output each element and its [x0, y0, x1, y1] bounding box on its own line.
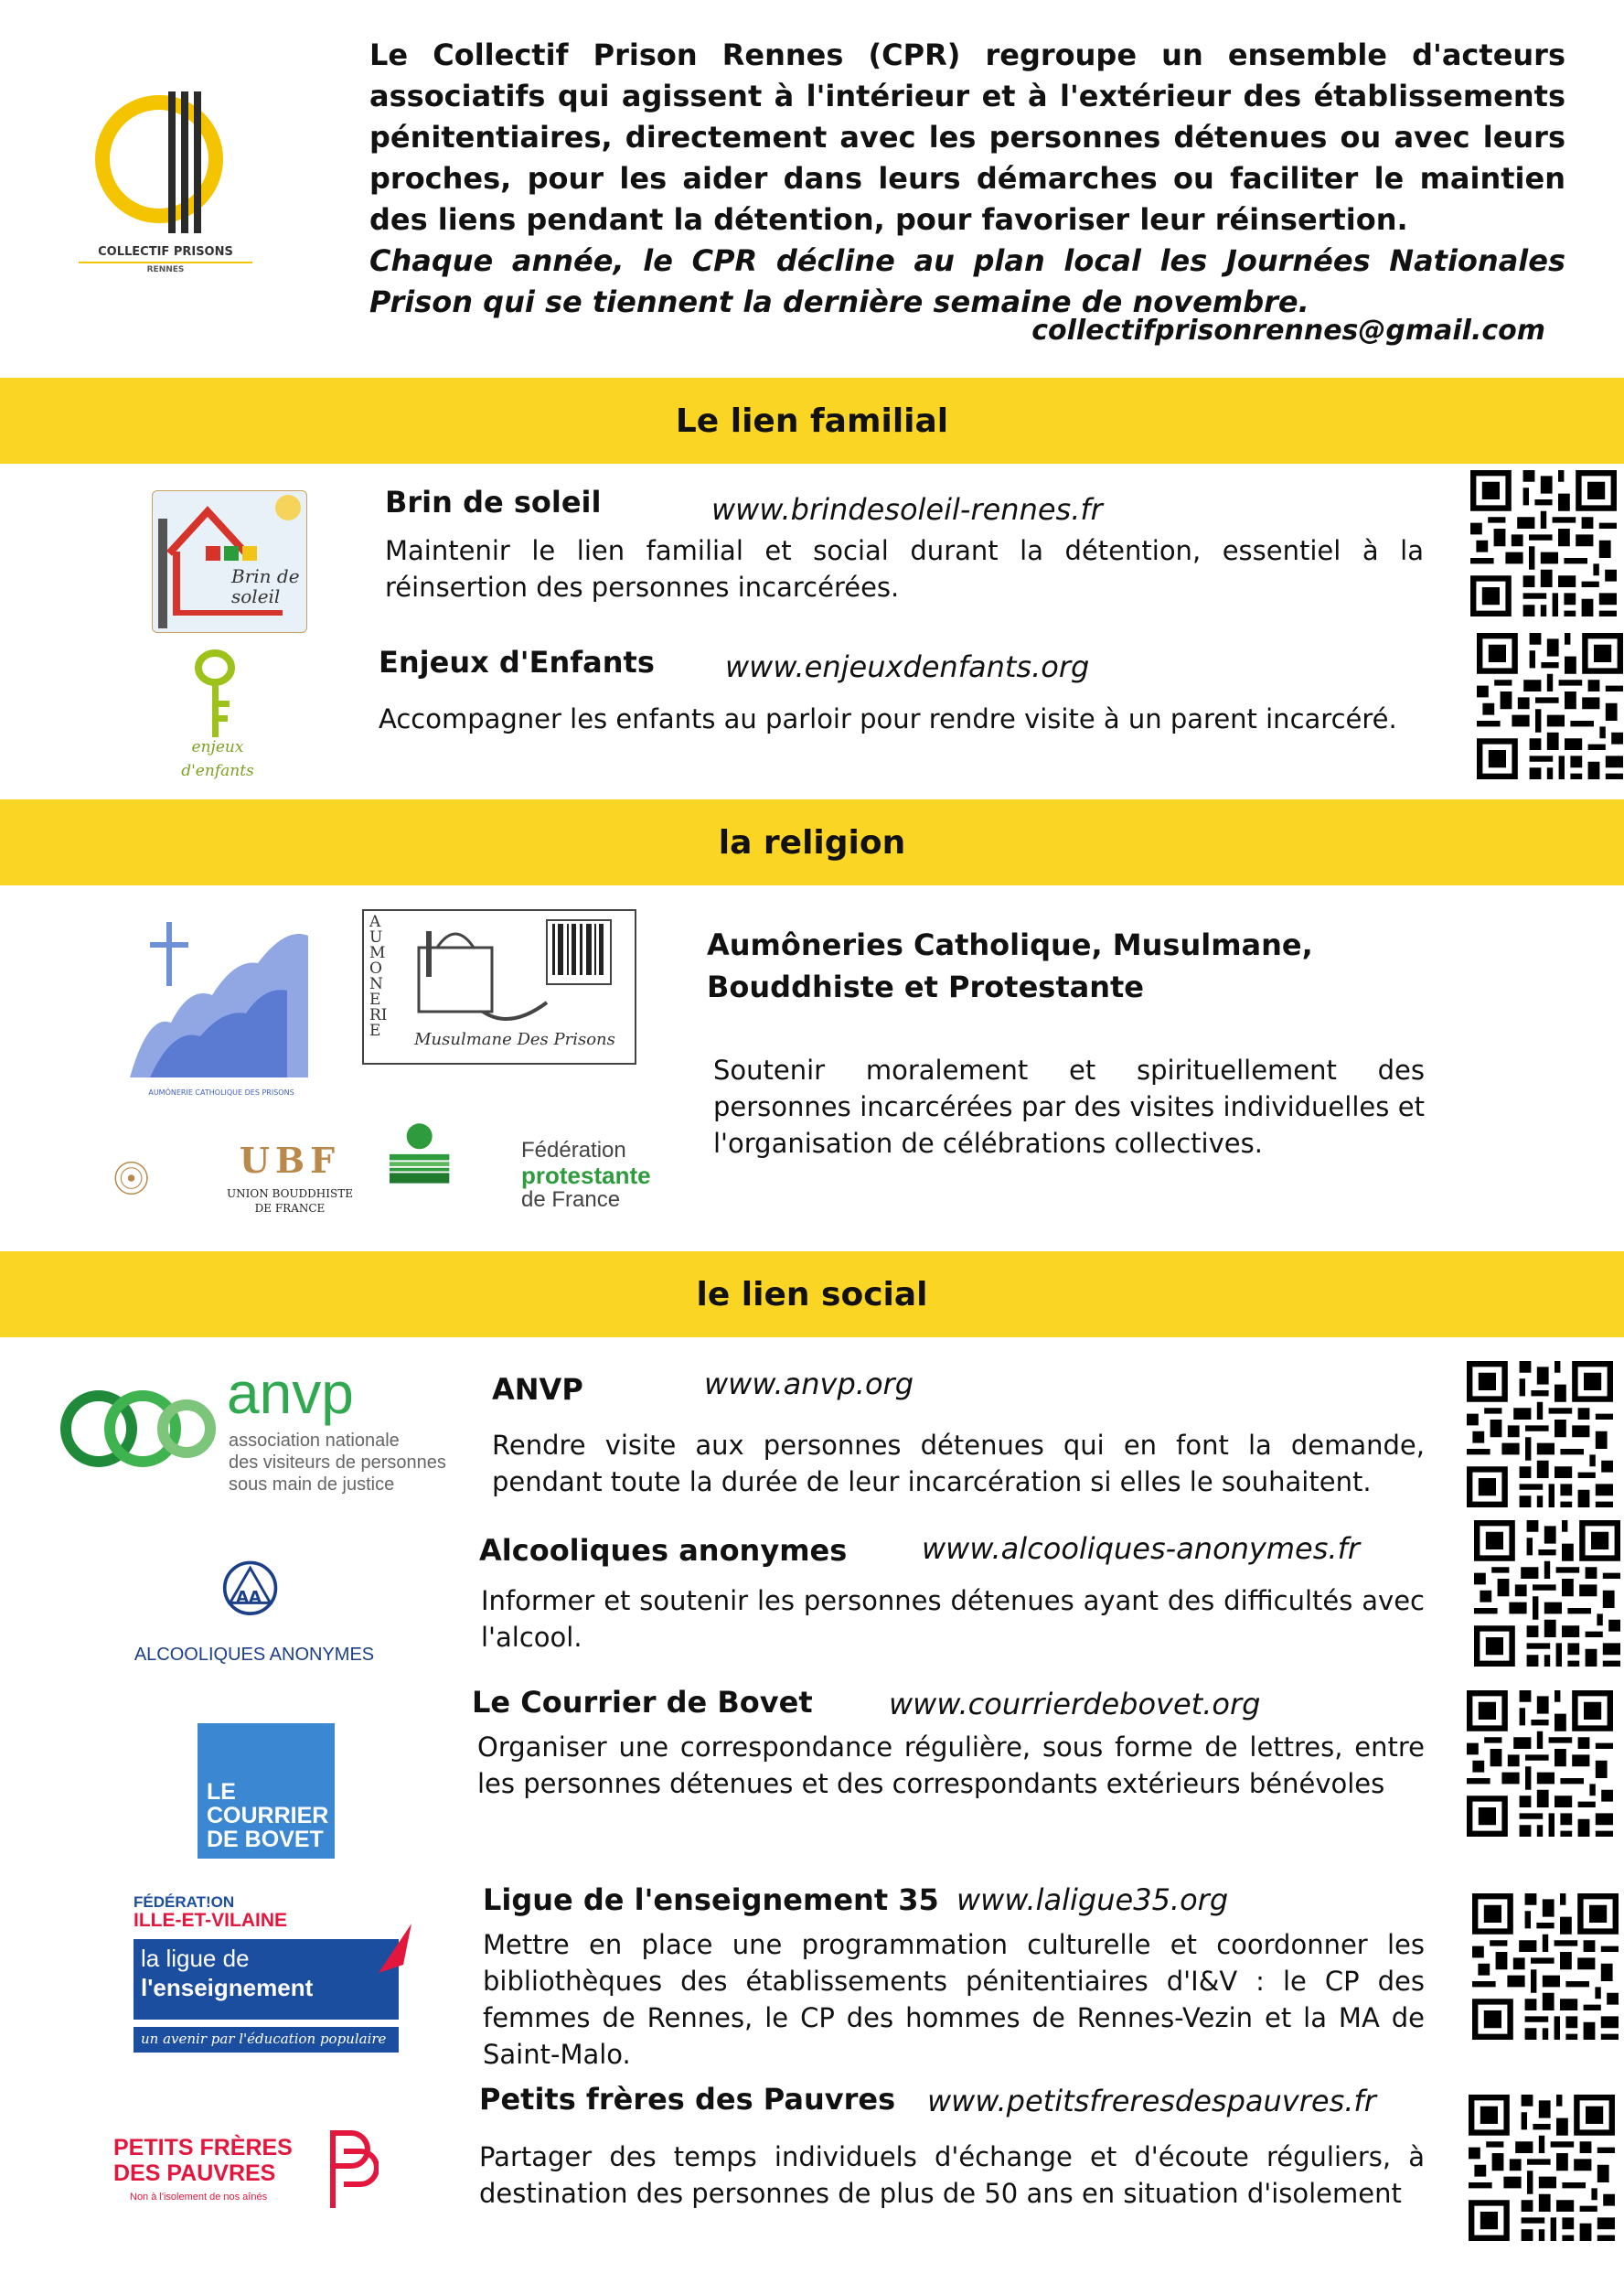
anvp-logo-sub3: sous main de justice: [229, 1474, 395, 1495]
aumoneries-name: Aumôneries Catholique, Musulmane, Bouddhiste et Protestante: [707, 927, 1313, 1004]
qr-code-icon[interactable]: [1477, 633, 1623, 779]
petits-freres-desc: Partager des temps individuels d'échange et d'écoute réguliers, à destination des personnes de plus de 50 ans en situation d'isolement: [479, 2141, 1425, 2209]
anvp-desc: Rendre visite aux personnes détenues qui en font la demande, pendant toute la durée de leur incarcération si elles le souhaitent.: [492, 1430, 1425, 1497]
section-religion-header: la religion: [0, 799, 1624, 885]
ubf-sub1: UNION BOUDDHISTE: [227, 1187, 353, 1200]
bovet-logo-l3: DE BOVET: [207, 1827, 324, 1852]
anvp-logo-sub2: des visiteurs de personnes: [229, 1453, 446, 1473]
ubf-sub2: DE FRANCE: [254, 1202, 326, 1215]
intro-text: [369, 35, 1565, 323]
brin-de-soleil-name: Brin de soleil: [385, 485, 602, 520]
fpf-line2: protestante: [521, 1162, 651, 1189]
intro-paragraph: Le Collectif Prison Rennes (CPR) regroupe un ensemble d'acteurs associatifs qui agissent à l'intérieur et à l'extérieur des établissements pénitentiaires, directement avec les personnes détenues ou avec leurs proches, pour les aider dans leurs démarches ou faciliter le maintien des liens pendant la détention, pour favoriser leur réinsertion.: [369, 38, 1565, 237]
intro-italic: Chaque année, le CPR décline au plan local les Journées Nationales Prison qui se tiennent la dernière semaine de novembre.: [369, 243, 1565, 319]
anvp-logo-sub1: association nationale: [229, 1431, 400, 1451]
courrier-de-bovet-logo: [198, 1723, 335, 1859]
brin-de-soleil-logo: [152, 490, 307, 633]
brin-logo-text: Brin de soleil: [231, 565, 300, 607]
pfp-logo-l1: PETITS FRÈRES: [113, 2135, 293, 2160]
ligue-flag-icon: [379, 1923, 411, 1974]
aa-logo-text: ALCOOLIQUES ANONYMES: [134, 1645, 375, 1665]
federation-protestante-logo: [390, 1085, 664, 1220]
alcooliques-anonymes-url[interactable]: www.alcooliques-anonymes.fr: [922, 1531, 1360, 1566]
anvp-logo-title: anvp: [227, 1360, 354, 1426]
ligue-enseignement-logo: [134, 1890, 417, 2054]
enjeux-enfants-desc: Accompagner les enfants au parloir pour rendre visite à un parent incarcéré.: [379, 703, 1397, 734]
petits-freres-name: Petits frères des Pauvres: [479, 2082, 896, 2117]
anvp-name: ANVP: [492, 1372, 583, 1407]
qr-code-icon[interactable]: [1467, 1361, 1613, 1507]
qr-code-icon[interactable]: [1472, 1893, 1619, 2040]
enjeux-enfants-name: Enjeux d'Enfants: [379, 645, 655, 680]
bovet-logo-l2: COURRIER: [207, 1803, 329, 1828]
ligue-enseignement-desc: Mettre en place une programmation culturelle et coordonner les bibliothèques des établissements pénitentiaires d'I&V : le CP des femmes de Rennes, le CP des hommes de Rennes-Vezin et la MA de Saint-Malo.: [483, 1929, 1425, 2070]
pfp-logo-l3: Non à l'isolement de nos aînés: [130, 2192, 268, 2203]
aumonerie-catholique-logo: [123, 913, 320, 1103]
ubf-title: UBF: [239, 1140, 341, 1181]
musulmane-side-text: AUMONERIE: [369, 913, 388, 1040]
qr-code-icon[interactable]: [1467, 1690, 1613, 1837]
alcooliques-anonymes-desc: Informer et soutenir les personnes détenues ayant des difficultés avec l'alcool.: [481, 1585, 1425, 1653]
ligue-logo-l1: FÉDÉRAT!ON: [134, 1893, 235, 1911]
qr-code-icon[interactable]: [1470, 470, 1617, 616]
catholique-logo-text: AUMÔNERIE CATHOLIQUE DES PRISONS: [148, 1088, 294, 1097]
enjeux-enfants-logo: [160, 646, 270, 792]
aumoneries-desc: Soutenir moralement et spirituellement des personnes incarcérées par des visites individuelles et l'organisation de célébrations collectives.: [713, 1055, 1425, 1159]
musulmane-logo-text: Musulmane Des Prisons: [414, 1030, 615, 1049]
petits-freres-logo: [113, 2124, 406, 2215]
pfp-mark-icon: [324, 2124, 379, 2212]
ligue-logo-l5: un avenir par l'éducation populaire: [141, 2031, 387, 2047]
qr-code-icon[interactable]: [1474, 1520, 1620, 1667]
cpr-logo-subtext: RENNES: [79, 262, 252, 274]
ubf-logo: [113, 1131, 366, 1226]
aumonerie-musulmane-logo: [362, 909, 636, 1065]
section-familial-header: Le lien familial: [0, 378, 1624, 464]
ligue-logo-l2: ILLE-ET-VILAINE: [134, 1910, 287, 1931]
courrier-de-bovet-desc: Organiser une correspondance régulière, sous forme de lettres, entre les personnes détenues et des correspondants extérieurs bénévoles: [477, 1731, 1425, 1799]
bovet-logo-l1: LE: [207, 1779, 236, 1805]
section-social-header: le lien social: [0, 1251, 1624, 1337]
brin-de-soleil-desc: Maintenir le lien familial et social durant la détention, essentiel à la réinsertion des personnes incarcérées.: [385, 535, 1424, 603]
ligue-enseignement-name: Ligue de l'enseignement 35: [483, 1882, 939, 1917]
ligue-enseignement-url[interactable]: www.laligue35.org: [956, 1882, 1229, 1917]
aa-logo-mark: AA: [236, 1588, 262, 1607]
ligue-logo-l3: la ligue de: [141, 1945, 250, 1972]
courrier-de-bovet-name: Le Courrier de Bovet: [472, 1685, 813, 1720]
fpf-line3: de France: [521, 1187, 621, 1212]
qr-code-icon[interactable]: [1469, 2095, 1615, 2241]
pfp-logo-l2: DES PAUVRES: [113, 2160, 276, 2186]
ligue-logo-l4: l'enseignement: [141, 1974, 314, 2001]
alcooliques-anonymes-logo: [117, 1559, 391, 1668]
anvp-url[interactable]: www.anvp.org: [704, 1367, 914, 1401]
anvp-logo: [55, 1357, 475, 1500]
brin-de-soleil-url[interactable]: www.brindesoleil-rennes.fr: [711, 492, 1103, 527]
petits-freres-url[interactable]: www.petitsfreresdespauvres.fr: [927, 2084, 1376, 2118]
enjeux-enfants-url[interactable]: www.enjeuxdenfants.org: [725, 649, 1090, 684]
contact-email[interactable]: collectifprisonrennes@gmail.com: [1031, 315, 1545, 347]
courrier-de-bovet-url[interactable]: www.courrierdebovet.org: [889, 1687, 1261, 1721]
fpf-line1: Fédération: [521, 1138, 626, 1163]
alcooliques-anonymes-name: Alcooliques anonymes: [479, 1533, 848, 1568]
enjeux-logo-text: enjeux d'enfants: [181, 738, 254, 780]
cpr-logo-text: COLLECTIF PRISONS: [98, 245, 233, 259]
